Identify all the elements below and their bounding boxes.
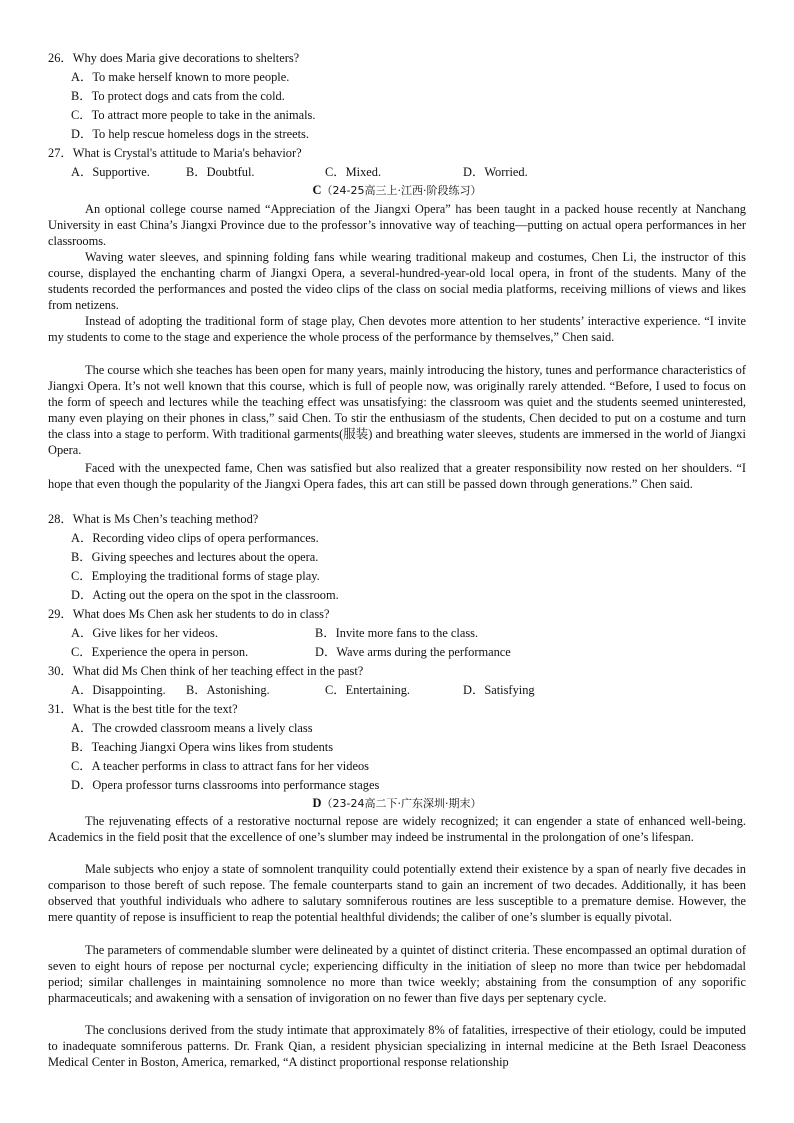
- question-30-stem: 30．What did Ms Chen think of her teaching effect in the past?: [48, 664, 364, 678]
- passage-d-paragraph-1: The rejuvenating effects of a restorative nocturnal repose are widely recognized; it can engender a state of enhanced well-being. Academics in the field posit that the excellence of one’s slumber may indeed be instrumental in the prolongation of one’s lifespan.: [48, 814, 746, 845]
- question-28-option-d: D．Acting out the opera on the spot in the classroom.: [71, 588, 339, 602]
- question-31-option-a: A．The crowded classroom means a lively class: [71, 721, 313, 735]
- question-30-options: [71, 682, 751, 698]
- question-29-stem: 29．What does Ms Chen ask her students to do in class?: [48, 607, 330, 621]
- question-31-stem: 31．What is the best title for the text?: [48, 702, 238, 716]
- question-29-option-c: C．Experience the opera in person.: [71, 645, 249, 659]
- question-26-option-d: D．To help rescue homeless dogs in the streets.: [71, 127, 309, 141]
- question-29-option-d: D．Wave arms during the performance: [315, 645, 511, 659]
- question-27-option-b: B．Doubtful.: [186, 165, 255, 179]
- passage-c-paragraph-3: Instead of adopting the traditional form of stage play, Chen devotes more attention to her students’ interactive experience. “I invite my students to come to the stage and experience the whole process of the performance by themselves,” Chen said.: [48, 314, 746, 345]
- question-27-option-a: A．Supportive.: [71, 165, 150, 179]
- question-28-option-c: C．Employing the traditional forms of stage play.: [71, 569, 320, 583]
- section-d-source: （23-24高二下·广东深圳·期末）: [321, 797, 482, 810]
- question-27-option-d: D．Worried.: [463, 165, 528, 179]
- passage-d-paragraph-2: Male subjects who enjoy a state of somnolent tranquility could potentially extend their existence by a span of nearly five decades in comparison to those bereft of such repose. The female counterparts stand to gain an increment of two decades. Additionally, it has been observed that youthful individuals who adhere to salutary somniferous routines are less susceptible to a premature demise. However, the mere quantity of repose is insufficient to reap the potential healthful dividends; the caliber of one’s slumber is equally pivotal.: [48, 862, 746, 925]
- question-29-option-b: B．Invite more fans to the class.: [315, 626, 479, 640]
- question-26-stem: 26．Why does Maria give decorations to shelters?: [48, 51, 300, 65]
- question-31-option-c: C．A teacher performs in class to attract fans for her videos: [71, 759, 369, 773]
- question-27-option-c: C．Mixed.: [325, 165, 382, 179]
- passage-c-paragraph-2: Waving water sleeves, and spinning folding fans while wearing traditional makeup and costumes, Chen Li, the instructor of this course, displayed the enchanting charm of Jiangxi Opera, a several-hundred-year-old local opera, in front of the students. Many of the students recorded the performances and posted the video clips of the class on social media platforms, receiving millions of views and likes from netizens.: [48, 250, 746, 313]
- question-30-option-c: C．Entertaining.: [325, 683, 410, 697]
- question-29-options-row-2: [71, 644, 751, 660]
- passage-d-paragraph-3: The parameters of commendable slumber were delineated by a quintet of distinct criteria. These encompassed an optimal duration of seven to eight hours of repose per nocturnal cycle; experiencing difficulty in the initiation of sleep no more than twice per hebdomadal period; similar challenges in maintaining somnolence no more than twice weekly; abstaining from the consumption of any soporific pharmaceuticals; and awakening with a sensation of invigoration on no fewer than five days per septenary cycle.: [48, 943, 746, 1006]
- section-d-letter: D: [312, 796, 322, 810]
- question-28-stem: 28．What is Ms Chen’s teaching method?: [48, 512, 259, 526]
- section-c-source: （24-25高三上·江西·阶段练习）: [321, 184, 482, 197]
- question-30-option-d: D．Satisfying: [463, 683, 535, 697]
- passage-c-paragraph-5: Faced with the unexpected fame, Chen was satisfied but also realized that a greater responsibility now rested on her shoulders. “I hope that even though the popularity of the Jiangxi Opera fades, this art can still be passed down through generations.” Chen said.: [48, 461, 746, 492]
- passage-c-paragraph-1: An optional college course named “Appreciation of the Jiangxi Opera” has been taught in a packed house recently at Nanchang University in east China’s Jiangxi Province due to the professor’s innovative way of teaching—putting on actual opera performances in her classrooms.: [48, 202, 746, 249]
- section-d-heading: [0, 795, 794, 812]
- question-30-option-b: B．Astonishing.: [186, 683, 270, 697]
- question-31-option-b: B．Teaching Jiangxi Opera wins likes from students: [71, 740, 334, 754]
- question-27-stem: 27．What is Crystal's attitude to Maria's behavior?: [48, 146, 302, 160]
- section-c-letter: C: [312, 183, 322, 197]
- question-28-option-a: A．Recording video clips of opera performances.: [71, 531, 319, 545]
- question-29-option-a: A．Give likes for her videos.: [71, 626, 218, 640]
- question-26-option-c: C．To attract more people to take in the animals.: [71, 108, 316, 122]
- question-30-option-a: A．Disappointing.: [71, 683, 166, 697]
- question-27-options: [71, 164, 751, 180]
- passage-c-paragraph-4: The course which she teaches has been open for many years, mainly introducing the history, tunes and performance characteristics of Jiangxi Opera. It’s not well known that this course, which is full of people now, was originally rarely attended. “Before, I used to focus on the form of speech and lectures while the teaching effect was unsatisfying: the classroom was quiet and the students seemed uninterested, many even playing on their phones in class,” said Chen. To stir the enthusiasm of the students, Chen decided to put on a costume and turn the class into a stage to perform. With traditional garments(服装) and breathing water sleeves, students are immersed in the world of Jiangxi Opera.: [48, 363, 746, 458]
- question-28-option-b: B．Giving speeches and lectures about the opera.: [71, 550, 319, 564]
- passage-d-paragraph-4: The conclusions derived from the study intimate that approximately 8% of fatalities, irrespective of their etiology, could be imputed to inadequate somniferous patterns. Dr. Frank Qian, a resident physician specializing in internal medicine at the Beth Israel Deaconess Medical Center in Boston, America, remarked, “A distinct proportional response relationship: [48, 1023, 746, 1070]
- question-26-option-b: B．To protect dogs and cats from the cold.: [71, 89, 285, 103]
- section-c-heading: [0, 182, 794, 199]
- question-29-options-row-1: [71, 625, 751, 641]
- question-26-option-a: A．To make herself known to more people.: [71, 70, 290, 84]
- question-31-option-d: D．Opera professor turns classrooms into performance stages: [71, 778, 380, 792]
